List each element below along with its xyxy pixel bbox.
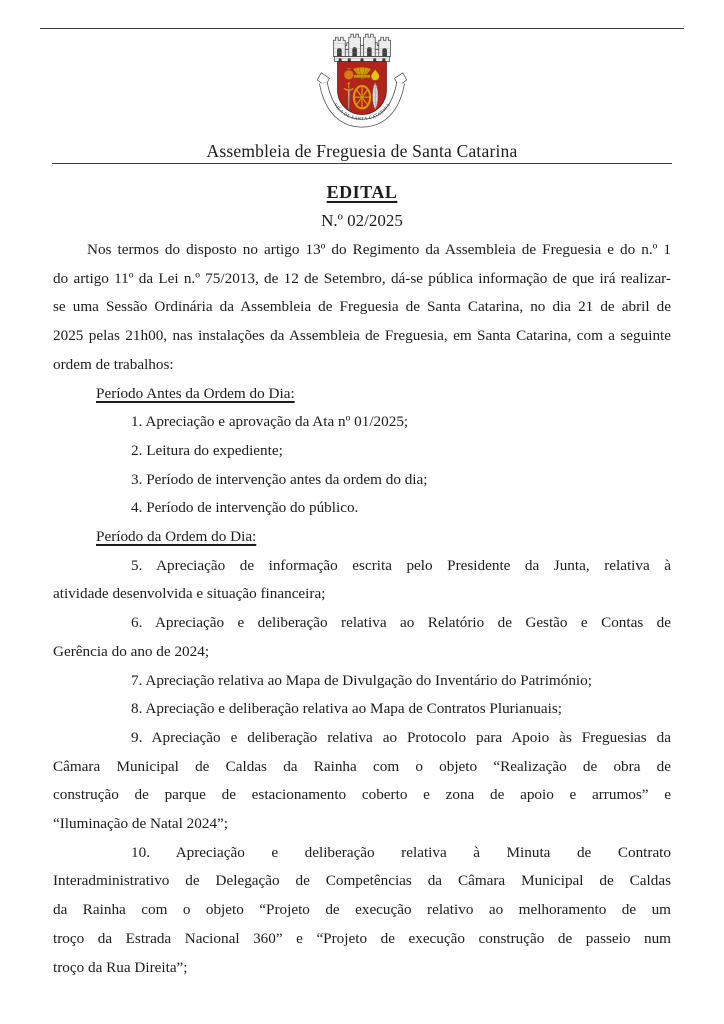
text-line: do artigo 11º da Lei n.º 75/2013, de 12 de Setembro, dá-se pública informação de que irá realizar- — [53, 269, 671, 287]
agenda-item — [53, 667, 671, 696]
text-line: 3. Período de intervenção antes da ordem do dia; — [131, 470, 428, 488]
intro-paragraph — [53, 236, 671, 380]
header-rule — [52, 163, 672, 164]
document-type-title — [0, 182, 724, 203]
text-line: 10. Apreciação e deliberação relativa à Minuta de Contrato — [131, 843, 671, 861]
text-line: Gerência do ano de 2024; — [53, 642, 210, 660]
text-line: 2. Leitura do expediente; — [131, 441, 283, 459]
agenda-item — [53, 466, 671, 495]
agenda-item — [53, 695, 671, 724]
text-line: ordem de trabalhos: — [53, 355, 174, 373]
coat-of-arms-emblem — [303, 31, 421, 143]
text-line: 7. Apreciação relativa ao Mapa de Divulgação do Inventário do Património; — [131, 671, 592, 689]
text-line — [53, 523, 671, 552]
section-heading — [53, 523, 671, 552]
catherine-wheel-charge — [353, 85, 371, 109]
text-line: Câmara Municipal de Caldas da Rainha com o objeto “Realização de obra de — [53, 757, 671, 775]
document-type-text: EDITAL — [326, 182, 398, 202]
heading-text: Período Antes da Ordem do Dia: — [96, 384, 295, 402]
text-line: 8. Apreciação e deliberação relativa ao Mapa de Contratos Plurianuais; — [131, 700, 562, 718]
text-line: Interadministrativo de Delegação de Competências da Câmara Municipal de Caldas — [53, 872, 671, 890]
banner-text: VILA DE SANTA CATARINA — [332, 102, 392, 123]
text-line: 4. Período de intervenção do público. — [131, 499, 359, 517]
text-line: troço da Estrada Nacional 360” e “Projeto de execução construção de passeio num — [53, 929, 671, 947]
text-line: atividade desenvolvida e situação financeira; — [53, 585, 326, 603]
text-line — [53, 380, 671, 409]
agenda-item — [53, 839, 671, 983]
text-line: 9. Apreciação e deliberação relativa ao Protocolo para Apoio às Freguesias da — [131, 728, 671, 746]
agenda-item — [53, 609, 671, 666]
top-rule — [40, 28, 684, 29]
text-line: se uma Sessão Ordinária da Assembleia de Freguesia de Santa Catarina, no dia 21 de abril de — [53, 298, 671, 316]
document-number: N.º 02/2025 — [321, 211, 403, 230]
section-heading — [53, 380, 671, 409]
organization-title: Assembleia de Freguesia de Santa Catarina — [206, 141, 518, 161]
heading-text: Período da Ordem do Dia: — [96, 528, 257, 546]
text-line: 6. Apreciação e deliberação relativa ao Relatório de Gestão e Contas de — [131, 614, 671, 632]
text-line: da Rainha com o objeto “Projeto de execução relativo ao melhoramento de um — [53, 901, 671, 919]
document-body — [53, 236, 671, 982]
text-line: 2025 pelas 21h00, nas instalações da Assembleia de Freguesia, em Santa Catarina, com a seguinte — [53, 327, 671, 345]
text-line: “Iluminação de Natal 2024”; — [53, 815, 229, 833]
agenda-item — [53, 552, 671, 609]
text-line: 1. Apreciação e aprovação da Ata nº 01/2025; — [131, 413, 409, 431]
agenda-item — [53, 408, 671, 437]
text-line: construção de parque de estacionamento coberto e zona de apoio e arrumos” e — [53, 786, 671, 804]
agenda-item — [53, 437, 671, 466]
text-line: Nos termos do disposto no artigo 13º do Regimento da Assembleia de Freguesia e do n.º 1 — [87, 241, 671, 258]
agenda-item — [53, 724, 671, 839]
text-line: 5. Apreciação de informação escrita pelo Presidente da Junta, relativa à — [131, 556, 671, 574]
agenda-item — [53, 494, 671, 523]
text-line: troço da Rua Direita”; — [53, 958, 188, 976]
coat-of-arms-icon — [303, 31, 421, 138]
